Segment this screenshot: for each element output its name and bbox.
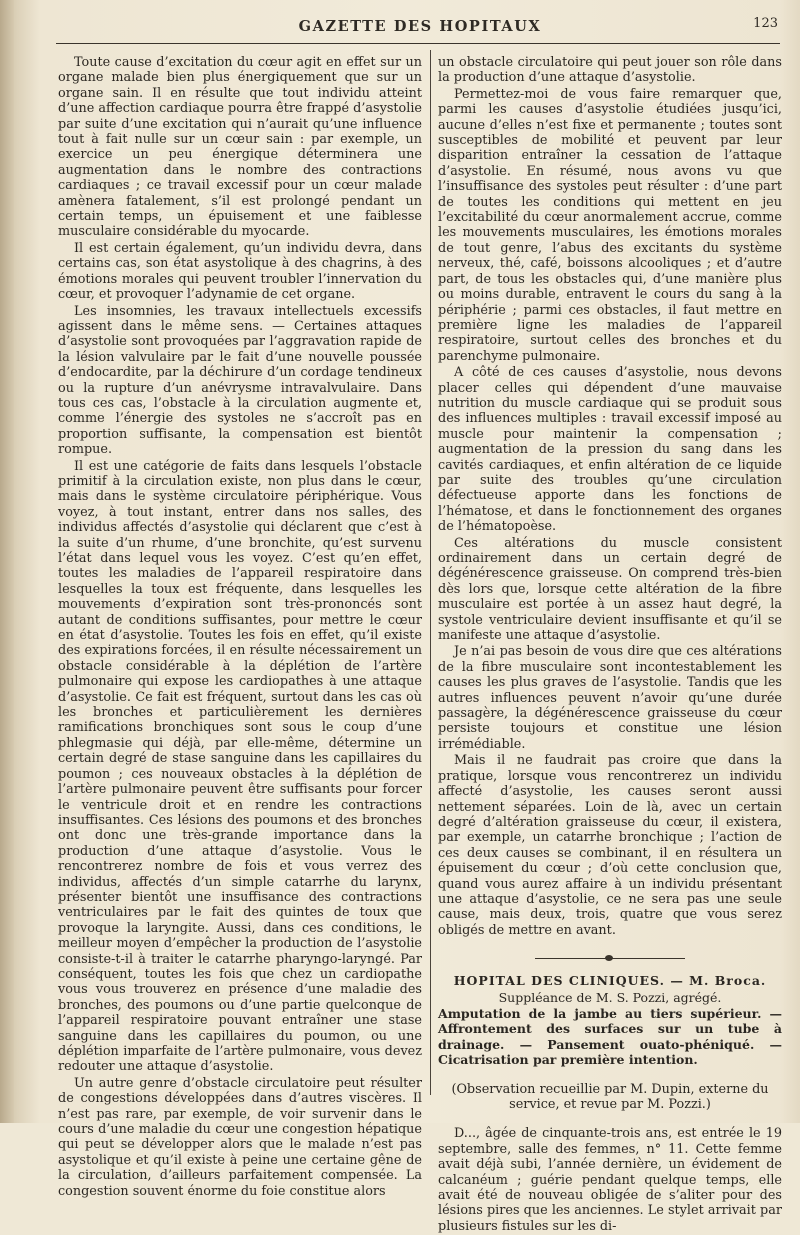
- paragraph: Je n’ai pas besoin de vous dire que ces altérations de la fibre musculaire sont incontestablement les causes les plus graves de l’asystolie. Tandis que les autres influences peuvent n’avoir qu’une durée passagère, la dégénérescence graisseuse du cœur persiste toujours et constitue une lésion irrémédiable.: [438, 644, 782, 752]
- paragraph: Toute cause d’excitation du cœur agit en effet sur un organe malade bien plus énergiquement que sur un organe sain. Il en résulte que tout individu atteint d’une affection cardiaque pourra être frappé d’asystolie par suite d’une excitation qui n’aurait qu’une influence tout à fait nulle sur un cœur sain : par exemple, un exercice un peu énergique déterminera une augmentation dans le nombre des contractions cardiaques ; ce travail excessif pour un cœur malade amènera fatalement, s’il est prolongé pendant un certain temps, un épuisement et une faiblesse musculaire considérable du myocarde.: [58, 55, 422, 240]
- paragraph: Un autre genre d’obstacle circulatoire peut résulter de congestions développées dans d’autres viscères. Il n’est pas rare, par exemple, de voir survenir dans le cours d’une maladie du cœur une congestion hépatique qui peut se développer alors que le malade n’est pas asystolique et qu’il existe à peine une certaine gêne de la circulation, d’ailleurs parfaitement compensée. La congestion souvent énorme du foie constitue alors: [58, 1075, 422, 1199]
- section-subtitle: Suppléance de M. S. Pozzi, agrégé.: [498, 989, 722, 1005]
- paragraph: A côté de ces causes d’asystolie, nous devons placer celles qui dépendent d’une mauvaise nutrition du muscle cardiaque qui se produit sous des influences multiples : travail excessif imposé au muscle pour maintenir la compensation ; augmentation de la pression du sang dans les cavités cardiaques, et enfin altération de ce liquide par suite des troubles qu’une circulation défectueuse apporte dans les fonctions de l’hématose, et dans le fonctionnement des organes de l’hématopoèse.: [438, 365, 782, 535]
- header-rule: [56, 43, 780, 44]
- page-binding-edge: [0, 0, 14, 1123]
- right-column: [424, 55, 782, 1235]
- paragraph: Il est certain également, qu’un individu devra, dans certains cas, son état asystolique à des chagrins, à des émotions morales qui peuvent troubler l’innervation du cœur, et provoquer l’adynamie de cet organe.: [58, 240, 422, 303]
- paragraph: Les insomnies, les travaux intellectuels excessifs agissent dans le même sens. — Certaines attaques d’asystolie sont provoquées par l’aggravation rapide de la lésion valvulaire par le fait d’une nouvelle poussée d’endocardite, par la déchirure d’un cordage tendineux ou la rupture d’un anévrysme intravalvulaire. Dans tous ces cas, l’obstacle à la circulation augmente et, comme l’énergie des systoles ne s’accroît pas en proportion suffisante, la compensation est bientôt rompue.: [58, 303, 422, 458]
- page-number: 123: [753, 16, 778, 31]
- section-title: HOPITAL DES CLINIQUES. — M. Broca.: [453, 973, 767, 989]
- paragraph: Permettez-moi de vous faire remarquer que, parmi les causes d’asystolie étudiées jusqu’ici, aucune d’elles n’est fixe et permanente ; toutes sont susceptibles de mobilité et peuvent par leur disparition entraîner la cessation de l’attaque d’asystolie. En résumé, nous avons vu que l’insuffisance des systoles peut résulter : d’une part de toutes les conditions qui mettent en jeu l’excitabilité du cœur anormalement accrue, comme les mouvements musculaires, les émotions morales de tout genre, l’abus des excitants du système nerveux, thé, café, boissons alcooliques ; et d’autre part, de tous les obstacles qui, d’une manière plus ou moins durable, entravent le cours du sang à la périphérie ; parmi ces obstacles, il faut mettre en première ligne les maladies de l’appareil respiratoire, surtout celles des bronches et du parenchyme pulmonaire.: [438, 86, 782, 364]
- paragraph: Il est une catégorie de faits dans lesquels l’obstacle primitif à la circulation existe, non plus dans le cœur, mais dans le système circulatoire périphérique. Vous voyez, à tout instant, entrer dans nos salles, des individus affectés d’asystolie qui déclarent que c’est à la suite d’un rhume, d’une bronchite, qu’est survenu l’état dans lequel vous les voyez. C’est qu’en effet, toutes les maladies de l’appareil respiratoire dans lesquelles la toux est fréquente, dans lesquelles les mouvements d’expiration sont très-prononcés sont autant de conditions suffisantes, pour mettre le cœur en état d’asystolie. Toutes les fois en effet, qu’il existe des expirations forcées, il en résulte nécessairement un obstacle considérable à la déplétion de l’artère pulmonaire qui expose les cardiopathes à une attaque d’asystolie. Ce fait est fréquent, surtout dans les cas où les bronches et particulièrement les dernières ramifications bronchiques sont sous le coup d’une phlegmasie qui déjà, par elle-même, détermine un certain degré de stase sanguine dans les capillaires du poumon ; ces nouveaux obstacles à la déplétion de l’artère pulmonaire peuvent être suffisants pour forcer le ventricule droit et en rendre les contractions insuffisantes. Ces lésions des poumons et des bronches ont donc une très-grande importance dans la production d’une attaque d’asystolie. Vous le rencontrerez nombre de fois et vous verrez des individus, affectés d’un simple catarrhe du larynx, présenter bientôt une insuffisance des contractions ventriculaires par le fait des quintes de toux que provoque la laryngite. Aussi, dans ces conditions, le meilleur moyen d’empêcher la production de l’asystolie consiste-t-il à traiter le catarrhe pharyngo-laryngé. Par conséquent, toutes les fois que chez un cardiopathe vous vous trouverez en présence d’une maladie des bronches, des poumons ou d’une partie quelconque de l’appareil respiratoire pouvant entraîner une stase sanguine dans les capillaires du poumon, ou une déplétion imparfaite de l’artère pulmonaire, vous devez redouter une attaque d’asystolie.: [58, 458, 422, 1075]
- paragraph: Ces altérations du muscle consistent ordinairement dans un certain degré de dégénérescence graisseuse. On comprend très-bien dès lors que, lorsque cette altération de la fibre musculaire est portée à un assez haut degré, la systole ventriculaire devient insuffisante et qu’il se manifeste une attaque d’asystolie.: [438, 535, 782, 644]
- case-title: Amputation de la jambe au tiers supérieur. — Affrontement des surfaces sur un tube à drainage. — Pansement ouato-phéniqué. — Cicatrisation par première intention.: [438, 1005, 782, 1068]
- paragraph: D..., âgée de cinquante-trois ans, est entrée le 19 septembre, salle des femmes, n° 11. Cette femme avait déjà subi, l’année dernière, un évidement de calcanéum ; guérie pendant quelque temps, elle avait été de nouveau obligée de s’aliter pour des lésions pires que les anciennes. Le stylet arrivait par plusieurs fistules sur les di-: [438, 1126, 782, 1234]
- left-column: [58, 55, 422, 1200]
- section-separator: [535, 958, 685, 959]
- paragraph: un obstacle circulatoire qui peut jouer son rôle dans la production d’une attaque d’asystolie.: [438, 55, 782, 86]
- paragraph: Mais il ne faudrait pas croire que dans la pratique, lorsque vous rencontrerez un individu affecté d’asystolie, les causes seront aussi nettement séparées. Loin de là, avec un certain degré d’altération graisseuse du cœur, il existera, par exemple, un catarrhe bronchique ; l’action de ces deux causes se combinant, il en résultera un épuisement du cœur ; d’où cette conclusion que, quand vous aurez affaire à un individu présentant une attaque d’asystolie, ce ne sera pas une seule cause, mais deux, trois, quatre que vous serez obligés de mettre en avant.: [438, 753, 782, 938]
- observation-note: (Observation recueillie par M. Dupin, externe du service, et revue par M. Pozzi.): [451, 1081, 769, 1112]
- page-header: [60, 14, 780, 40]
- running-title: GAZETTE DES HOPITAUX: [298, 18, 542, 35]
